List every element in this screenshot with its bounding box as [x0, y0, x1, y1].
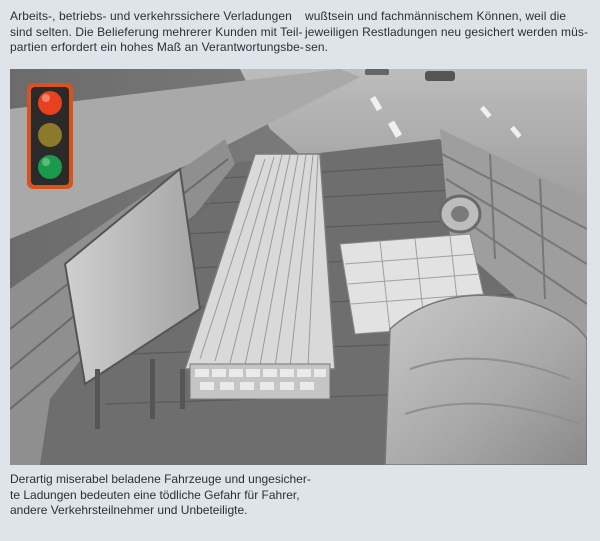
photo-caption — [10, 472, 310, 519]
article-line: jeweiligen Restladungen neu gesichert werden müs- — [305, 24, 589, 39]
truck-load-photo — [10, 69, 587, 465]
article-column-left — [10, 9, 305, 56]
article-line: sen. — [305, 40, 329, 54]
caption-line: Derartig miserabel beladene Fahrzeuge und ungesicher- — [10, 472, 311, 486]
traffic-light-green — [38, 155, 62, 179]
caption-line: te Ladungen bedeuten eine tödliche Gefahr für Fahrer, — [10, 487, 300, 502]
tarp-covered-load — [385, 295, 587, 465]
traffic-light-yellow — [38, 123, 62, 147]
traffic-light-red — [38, 91, 62, 115]
caption-line: andere Verkehrsteilnehmer und Unbeteiligte. — [10, 503, 248, 517]
photo-illustration — [10, 69, 587, 465]
article-line: Arbeits-, betriebs- und verkehrssichere Verladungen — [10, 9, 292, 23]
traffic-light-icon — [27, 83, 73, 189]
far-car — [425, 71, 455, 81]
article-line: partien erfordert ein hohes Maß an Verantwortungsbe- — [10, 40, 305, 54]
wire-coil-center — [451, 206, 469, 222]
article-line: sind selten. Die Belieferung mehrerer Kunden mit Teil- — [10, 24, 303, 39]
far-car — [365, 69, 389, 75]
article-line: wußtsein und fachmännischem Können, weil die — [305, 9, 567, 23]
article-column-right — [305, 9, 590, 56]
